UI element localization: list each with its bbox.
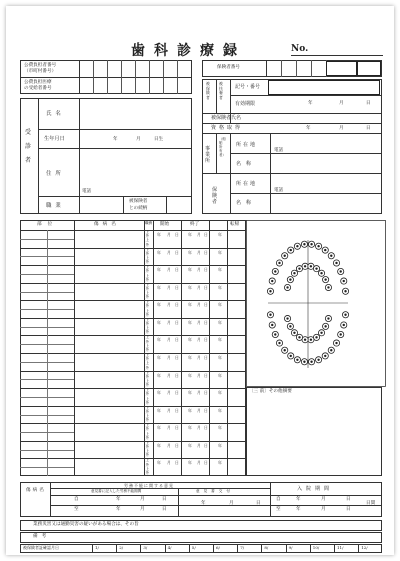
year: 年 <box>218 337 222 343</box>
duty-mark: 上 <box>145 282 150 287</box>
tooth-center <box>317 245 319 247</box>
duty-mark: 外 <box>145 357 150 362</box>
tooth-center <box>310 243 312 245</box>
date-day: 日 <box>204 319 208 325</box>
tooth-center <box>293 332 295 334</box>
tooth-center <box>324 355 326 357</box>
card-check-row <box>20 544 382 553</box>
date-month: 月 <box>167 372 171 378</box>
month-cell: 3/ <box>143 545 148 550</box>
duty-mark: 外 <box>145 251 150 256</box>
patient-section-label: 受診者 <box>25 129 32 164</box>
job-label: 職業 <box>46 203 65 209</box>
col-site: 部位 <box>37 222 59 227</box>
duty-mark: 外 <box>145 471 150 476</box>
tooth-center <box>340 270 342 272</box>
duty-mark: 上 <box>145 405 150 410</box>
date-day: 日 <box>204 460 208 466</box>
date-month: 月 <box>167 390 171 396</box>
duty-mark: 外 <box>145 286 150 291</box>
date-month: 月 <box>197 390 201 396</box>
month-cell: 12/ <box>361 545 368 550</box>
date-month: 月 <box>197 442 201 448</box>
card-check-label: 被保険者証確認月日 <box>23 545 59 550</box>
duty-mark: 外 <box>145 304 150 309</box>
duty-mark: 外 <box>145 383 150 388</box>
month-divider <box>261 544 262 553</box>
tooth-center <box>293 272 295 274</box>
date-month: 月 <box>167 267 171 273</box>
date-month: 月 <box>197 337 201 343</box>
date-month: 月 <box>197 284 201 290</box>
duty-mark: 上 <box>145 308 150 313</box>
year: 年 <box>218 249 222 255</box>
duty-mark: 上 <box>145 353 150 357</box>
table-row-divider <box>20 353 246 354</box>
duty-mark: 上 <box>145 247 150 252</box>
table-row-divider <box>20 458 246 459</box>
col-end: 終了 <box>190 222 200 227</box>
duty-mark: 上 <box>145 396 150 401</box>
date-year: 年 <box>157 442 161 448</box>
date-year: 年 <box>188 407 192 413</box>
tooth-center <box>344 314 346 316</box>
duty-mark: 上 <box>145 458 150 463</box>
tooth-center <box>310 339 312 341</box>
tooth-center <box>344 290 346 292</box>
date-month: 月 <box>167 232 171 237</box>
tooth-center <box>274 333 276 335</box>
tooth-center <box>274 270 276 272</box>
date-year: 年 <box>188 267 192 273</box>
tooth-center <box>296 245 298 247</box>
date-month: 月 <box>167 319 171 325</box>
duty-mark: 上 <box>145 291 150 296</box>
duty-mark: 外 <box>145 374 150 379</box>
date-day: 日 <box>204 372 208 378</box>
tooth-center <box>290 249 292 251</box>
year: 年 <box>218 390 222 396</box>
duty-mark: 上 <box>145 255 150 260</box>
tooth-center <box>278 342 280 344</box>
date-year: 年 <box>188 442 192 448</box>
tooth-center <box>343 324 345 326</box>
date-year: 年 <box>188 284 192 290</box>
duty-mark: 外 <box>145 462 150 467</box>
tooth-center <box>303 243 305 245</box>
month-divider <box>116 544 117 553</box>
dob-suffix: 日生 <box>154 137 164 142</box>
disease-label: 傷病名 <box>26 488 46 493</box>
month-divider <box>358 544 359 553</box>
date-day: 日 <box>175 249 179 255</box>
date-month: 月 <box>197 407 201 413</box>
month-cell: 8/ <box>264 545 269 550</box>
duty-mark: 上 <box>145 238 150 243</box>
date-year: 年 <box>188 249 192 255</box>
duty-mark: 外 <box>145 418 150 423</box>
tooth-center <box>324 249 326 251</box>
date-year: 年 <box>188 319 192 325</box>
duty-mark: 外 <box>145 348 150 353</box>
duty-mark: 外 <box>145 339 150 344</box>
insured-name-label: 被保険者氏名 <box>211 115 242 121</box>
date-day: 日 <box>204 232 208 237</box>
dental-chart <box>246 220 386 387</box>
month-divider <box>237 544 238 553</box>
duty-mark: 上 <box>145 414 150 419</box>
date-day: 日 <box>204 425 208 431</box>
date-year: 年 <box>157 337 161 343</box>
date-day: 日 <box>175 267 179 273</box>
date-month: 月 <box>197 319 201 325</box>
duty-mark: 外 <box>145 242 150 247</box>
recipient-number-label: 公費負担医療 <box>24 80 52 85</box>
industrial-accident-label: 業務災害又は通勤災害の疑いがある場合は、その旨 <box>33 522 139 527</box>
record-number-line <box>291 55 383 56</box>
date-day: 日 <box>204 407 208 413</box>
year: 年 <box>218 319 222 325</box>
date-day: 日 <box>204 442 208 448</box>
duty-mark: 上 <box>145 388 150 393</box>
month-cell: 2/ <box>119 545 124 550</box>
date-month: 月 <box>167 425 171 431</box>
date-year: 年 <box>157 267 161 273</box>
duty-mark: 外 <box>145 234 150 239</box>
date-year: 年 <box>188 232 192 237</box>
duty-mark: 上 <box>145 230 150 234</box>
date-month: 月 <box>167 460 171 466</box>
date-month: 月 <box>197 232 201 237</box>
date-day: 日 <box>175 232 179 237</box>
dental-record-sheet: 歯科診療録 No. 公費負担者番号 （市町村番号） 公費負担医療 の受給者番号 保険者番号 受診者 氏名 生年月日 年 月 日生 住所 電話 職業 被保険者 との続柄 被保険者 被扶養者 記号・番号 有効期限 年 月 日 被保険者氏名 資格取得 年 月 日 事業所 （船舶所有者） 所在地 電話 名称 保険者 所在地 電話 名称 部位 傷病名 職務 開始 終了 転帰 上 外 上 外 年 月 日 年 月 日 年 上 外 上 外 年 月 日 年 月 日 年 上 外 上 外 年 月 日 年 月 日 年 上 外 上 外 年 月 日 年 月 日 年 上 外 上 外 年 月 日 年 月 日 年 上 外 上 外 年 月 日 年 月 日 年 上 外 上 外 年 月 日 年 月 日 年 上 外 上 外 年 月 日 年 月 日 年 上 外 上 外 年 月 日 年 月 日 年 上 外 上 外 年 月 日 年 月 日 年 上 外 上 外 年 月 日 年 月 日 年 上 外 上 外 年 月 日 年 月 日 年 上 外 上 外 年 月 日 年 月 日 年 上 外 上 外 年 月 日 年 月 日 年 〔三 前〕その他摘要 傷病名 労務不能に関する意見 意見書に記入した労務不能期間 意見書交付 入院期間 自 年 月 日 至 年 月 日 年 月 日 自 年 月 日 至 年 月 日 日間 業務災害又は通勤災害の疑いがある場合は、その旨 備考 被保険者証確認月日 1/ 2/ 3/ 4/ 5/ 6/ 7/ 8/ 9/ 10/ 11/ 12/ <box>6 6 394 555</box>
duty-mark: 上 <box>145 361 150 366</box>
tooth-center <box>278 262 280 264</box>
date-month: 月 <box>197 372 201 378</box>
tooth-center <box>296 359 298 361</box>
month-cell: 5/ <box>191 545 196 550</box>
duty-mark: 上 <box>145 326 150 331</box>
month-cell: 6/ <box>216 545 220 550</box>
date-month: 月 <box>167 442 171 448</box>
month-divider <box>310 544 311 553</box>
relation-label: 被保険者 <box>129 199 148 204</box>
tooth-center <box>327 317 329 319</box>
tooth-center <box>298 336 300 338</box>
date-day: 日 <box>175 460 179 466</box>
tooth-center <box>304 265 306 267</box>
duty-mark: 上 <box>145 466 150 471</box>
date-day: 日 <box>204 249 208 255</box>
month-divider <box>213 544 214 553</box>
duty-mark: 上 <box>145 449 150 454</box>
year: 年 <box>218 302 222 308</box>
date-year: 年 <box>157 319 161 325</box>
date-day: 日 <box>204 284 208 290</box>
tooth-center <box>310 265 312 267</box>
year: 年 <box>218 372 222 378</box>
month-divider <box>286 544 287 553</box>
duty-mark: 外 <box>145 322 150 327</box>
tooth-center <box>315 336 317 338</box>
duty-mark: 上 <box>145 423 150 428</box>
year: 年 <box>218 407 222 413</box>
record-number-label: No. <box>291 44 309 54</box>
date-day: 日 <box>204 390 208 396</box>
date-year: 年 <box>188 372 192 378</box>
date-day: 日 <box>175 372 179 378</box>
opinion-header: 労務不能に関する意見 <box>124 483 174 488</box>
tooth-center <box>271 280 273 282</box>
duty-mark: 外 <box>145 409 150 414</box>
table-row-divider <box>20 406 246 407</box>
tooth-center <box>290 355 292 357</box>
date-year: 年 <box>188 390 192 396</box>
year: 年 <box>218 232 222 237</box>
date-day: 日 <box>175 390 179 396</box>
tooth-center <box>330 349 332 351</box>
tooth-center <box>335 262 337 264</box>
tooth-center <box>320 272 322 274</box>
date-year: 年 <box>188 425 192 431</box>
date-day: 日 <box>175 355 179 360</box>
tooth-center <box>284 349 286 351</box>
duty-mark: 外 <box>145 260 150 265</box>
date-day: 日 <box>175 302 179 308</box>
year: 年 <box>218 355 222 360</box>
month-divider <box>140 544 141 553</box>
date-month: 月 <box>167 407 171 413</box>
date-month: 月 <box>197 355 201 360</box>
date-year: 年 <box>157 425 161 431</box>
tooth-center <box>304 339 306 341</box>
date-year: 年 <box>188 302 192 308</box>
dob-label: 生年月日 <box>44 136 65 142</box>
date-month: 月 <box>167 249 171 255</box>
date-year: 年 <box>188 460 192 466</box>
address-label: 住所 <box>46 171 65 177</box>
tooth-center <box>324 325 326 327</box>
other-notes-label: 〔三 前〕その他摘要 <box>249 389 292 394</box>
tooth-center <box>340 333 342 335</box>
date-month: 月 <box>197 460 201 466</box>
duty-mark: 外 <box>145 312 150 317</box>
date-month: 月 <box>197 302 201 308</box>
month-cell: 7/ <box>240 545 245 550</box>
duty-mark: 上 <box>145 378 150 383</box>
date-month: 月 <box>167 302 171 308</box>
year: 年 <box>218 442 222 448</box>
tooth-center <box>315 267 317 269</box>
month-divider <box>92 544 93 553</box>
duty-mark: 外 <box>145 330 150 335</box>
qualified-date-label: 資格取得 <box>211 125 244 131</box>
date-day: 日 <box>204 355 208 360</box>
date-month: 月 <box>167 284 171 290</box>
tooth-center <box>343 280 345 282</box>
duty-mark: 外 <box>145 400 150 405</box>
patient-name-label: 氏名 <box>46 111 65 117</box>
year: 年 <box>218 284 222 290</box>
table-row-divider <box>20 423 246 424</box>
date-year: 年 <box>157 284 161 290</box>
payer-number-label: 公費負担者番号 <box>24 63 57 68</box>
col-duty: 職務 <box>145 221 153 225</box>
duty-mark: 上 <box>145 300 150 305</box>
duty-mark: 外 <box>145 365 150 370</box>
table-row-divider <box>20 388 246 389</box>
table-row-divider <box>20 300 246 301</box>
remarks-row <box>20 532 382 543</box>
tooth-center <box>286 286 288 288</box>
tooth-center <box>327 286 329 288</box>
date-day: 日 <box>175 442 179 448</box>
col-disease: 傷病名 <box>94 222 120 227</box>
date-month: 月 <box>197 267 201 273</box>
date-year: 年 <box>188 355 192 360</box>
table-row-divider <box>20 318 246 319</box>
hospital-period-label: 入院期間 <box>297 486 334 492</box>
date-day: 日 <box>204 267 208 273</box>
table-row-divider <box>20 371 246 372</box>
duty-mark: 外 <box>145 427 150 432</box>
date-year: 年 <box>157 249 161 255</box>
month-divider <box>334 544 335 553</box>
tooth-center <box>298 267 300 269</box>
duty-mark: 上 <box>145 440 150 445</box>
date-year: 年 <box>157 372 161 378</box>
date-day: 日 <box>175 337 179 343</box>
insurer-label: 保険者 <box>212 187 218 205</box>
date-month: 月 <box>197 425 201 431</box>
tooth-center <box>324 278 326 280</box>
duty-mark: 外 <box>145 392 150 397</box>
duty-mark: 外 <box>145 453 150 458</box>
tooth-center <box>310 361 312 363</box>
col-start: 開始 <box>160 222 170 227</box>
duty-mark: 外 <box>145 295 150 300</box>
date-year: 年 <box>157 232 161 237</box>
tooth-center <box>330 255 332 257</box>
other-notes-box <box>246 387 382 476</box>
symbol-number-label: 記号・番号 <box>235 84 261 90</box>
date-month: 月 <box>197 249 201 255</box>
month-cell: 9/ <box>288 545 293 550</box>
duty-mark: 上 <box>145 265 150 270</box>
year: 年 <box>218 425 222 431</box>
duty-mark: 上 <box>145 343 150 348</box>
date-year: 年 <box>157 407 161 413</box>
tooth-center <box>269 314 271 316</box>
duty-mark: 外 <box>145 445 150 450</box>
month-cell: 4/ <box>167 545 172 550</box>
table-row-divider <box>20 248 246 249</box>
date-month: 月 <box>167 355 171 360</box>
month-divider <box>189 544 190 553</box>
diagnosis-table <box>20 220 246 476</box>
date-year: 年 <box>157 390 161 396</box>
table-row-divider <box>20 283 246 284</box>
date-year: 年 <box>188 337 192 343</box>
tooth-center <box>269 290 271 292</box>
tooth-center <box>303 361 305 363</box>
tooth-center <box>271 324 273 326</box>
duty-mark: 上 <box>145 431 150 436</box>
patient-phone-label: 電話 <box>82 189 92 194</box>
table-row-divider <box>20 335 246 336</box>
date-day: 日 <box>204 302 208 308</box>
date-month: 月 <box>167 337 171 343</box>
table-row-divider <box>20 441 246 442</box>
date-day: 日 <box>175 284 179 290</box>
date-year: 年 <box>157 355 161 360</box>
date-day: 日 <box>175 425 179 431</box>
page-title: 歯科診療録 <box>131 43 246 59</box>
year: 年 <box>218 267 222 273</box>
date-day: 日 <box>175 407 179 413</box>
employer-label: 事業所 <box>205 146 211 164</box>
date-day: 日 <box>175 319 179 325</box>
remarks-label: 備考 <box>33 534 51 539</box>
duty-mark: 外 <box>145 277 150 282</box>
duty-mark: 上 <box>145 335 150 340</box>
table-row-divider <box>20 265 246 266</box>
valid-period-label: 有効期限 <box>235 101 256 107</box>
date-day: 日 <box>204 337 208 343</box>
duty-mark: 上 <box>145 370 150 375</box>
duty-mark: 上 <box>145 317 150 322</box>
date-year: 年 <box>157 302 161 308</box>
duty-mark: 上 <box>145 273 150 278</box>
month-cell: 10/ <box>312 545 320 550</box>
tooth-center <box>317 359 319 361</box>
tooth-center <box>289 278 291 280</box>
duty-mark: 外 <box>145 269 150 274</box>
col-outcome: 転帰 <box>230 222 240 227</box>
tooth-center <box>320 332 322 334</box>
duty-mark: 外 <box>145 435 150 440</box>
tooth-center <box>289 325 291 327</box>
insurance-section <box>202 79 382 214</box>
tooth-center <box>335 342 337 344</box>
year: 年 <box>218 460 222 466</box>
insurer-number-label: 保険者番号 <box>217 65 240 70</box>
date-year: 年 <box>157 460 161 466</box>
tooth-center <box>286 317 288 319</box>
month-cell: 1/ <box>95 545 99 550</box>
month-divider <box>165 544 166 553</box>
tooth-center <box>284 255 286 257</box>
month-cell: 11/ <box>337 545 344 550</box>
